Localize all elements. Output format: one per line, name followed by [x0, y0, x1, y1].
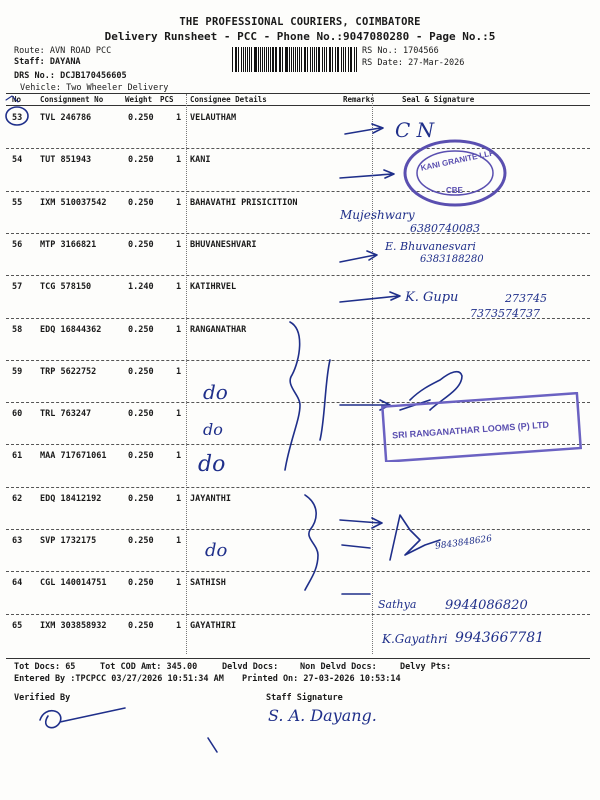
row-number: 65 [12, 620, 23, 631]
arrow-mark [340, 170, 394, 178]
consignment-number: CGL 140014751 [40, 578, 107, 589]
consignee-name: KANI [190, 155, 211, 166]
col-consignment: Consignment No [40, 95, 104, 104]
arrow-mark [340, 518, 382, 528]
non-delvd-label: Non Delvd Docs: [300, 662, 377, 672]
hand-r53: C N [395, 118, 435, 142]
col-seal: Seal & Signature [402, 95, 475, 104]
weight-value: 0.250 [128, 155, 154, 166]
tot-cod: 345.00 [166, 662, 198, 672]
row-number: 53 [12, 113, 23, 123]
col-no: No [12, 95, 22, 104]
weight-value: 0.250 [128, 536, 154, 546]
company-title: THE PROFESSIONAL COURIERS, COIMBATORE [179, 16, 421, 28]
col-remarks: Remarks [343, 95, 375, 104]
hand-r60: do [203, 420, 223, 439]
weight-value: 1.240 [128, 282, 154, 293]
delvd-label: Delvd Docs: [222, 662, 279, 672]
row-number: 61 [12, 451, 23, 462]
kani-stamp-city: CBE [446, 186, 463, 195]
weight-value: 0.250 [128, 578, 154, 589]
consignee-name: JAYANTHI [190, 493, 231, 504]
entered-line: Entered By :TPCPCC 03/27/2026 10:51:34 AM [14, 674, 224, 684]
circle-mark [6, 107, 28, 125]
pcs-value: 1 [176, 451, 182, 462]
consignment-number: IXM 510037542 [40, 197, 107, 208]
pcs-value: 1 [176, 409, 182, 420]
drs-value: DCJB170456605 [60, 71, 127, 81]
weight-value: 0.250 [128, 197, 154, 208]
signature-mark [390, 515, 440, 560]
consignment-number: MAA 717671061 [40, 451, 107, 462]
arrow-mark [340, 251, 377, 262]
tot-cod-line: Tot COD Amt: 345.00 [100, 662, 198, 672]
pcs-value: 1 [176, 113, 182, 123]
col-weight: Weight [125, 95, 153, 104]
consignment-number: TRP 5622752 [40, 366, 97, 377]
row-number: 58 [12, 324, 23, 335]
hand-r63-phone: 9843848626 [434, 534, 493, 552]
weight-value: 0.250 [128, 409, 154, 420]
row-number: 57 [12, 282, 23, 293]
row-number: 62 [12, 493, 23, 504]
rs-date-line: RS Date: 27-Mar-2026 [362, 58, 465, 68]
brace-mark [285, 322, 300, 470]
consignee-name: BAHAVATHI PRISICITION [190, 197, 298, 208]
hand-r63: do [205, 540, 228, 561]
verified-signature [40, 708, 125, 728]
staff-line: Staff: DAYANA [14, 57, 81, 67]
pcs-value: 1 [176, 239, 182, 250]
hand-r56: E. Bhuvanesvari [385, 240, 476, 253]
consignment-number: SVP 1732175 [40, 536, 97, 546]
consignment-number: IXM 303858932 [40, 620, 107, 631]
hand-r65-sign: K.Gayathri [382, 632, 448, 646]
row-number: 56 [12, 239, 23, 250]
consignment-number: TUT 851943 [40, 155, 92, 166]
vehicle-line: Vehicle: Two Wheeler Delivery [20, 83, 169, 93]
printed-on: 27-03-2026 10:53:14 [303, 674, 401, 684]
pcs-value: 1 [176, 366, 182, 377]
brace-mark [305, 495, 318, 590]
consignment-number: EDQ 16844362 [40, 324, 102, 335]
pcs-value: 1 [176, 155, 182, 166]
hand-r55: Mujeshwary [340, 208, 415, 222]
staff-value: DAYANA [49, 57, 81, 67]
row-number: 54 [12, 155, 23, 166]
consignment-number: TCG 578150 [40, 282, 92, 293]
drs-line: DRS No.: DCJB170456605 [14, 71, 127, 81]
consignee-name: GAYATHIRI [190, 620, 237, 631]
rs-no-line: RS No.: 1704566 [362, 46, 439, 56]
tot-docs: 65 [65, 662, 76, 672]
weight-value: 0.250 [128, 366, 154, 377]
hand-r57-sign: K. Gupu [405, 290, 459, 305]
rs-no-value: 1704566 [402, 46, 439, 56]
brace-mark [320, 360, 330, 440]
check-mark [6, 96, 18, 102]
hand-r57-num2: 7373574737 [470, 307, 540, 320]
consignee-name: SATHISH [190, 578, 226, 589]
weight-value: 0.250 [128, 324, 154, 335]
row-number: 55 [12, 197, 23, 208]
arrow-mark [342, 545, 370, 548]
entered-by: TPCPCC 03/27/2026 10:51:34 AM [75, 674, 224, 684]
consignee-name: BHUVANESHVARI [190, 239, 257, 250]
pcs-value: 1 [176, 324, 182, 335]
vehicle-value: Two Wheeler Delivery [66, 83, 169, 93]
col-pcs: PCS [160, 95, 174, 104]
hand-r59: do [203, 380, 228, 404]
hand-r64-sign: Sathya [378, 598, 417, 611]
consignee-name: RANGANATHAR [190, 324, 247, 335]
consignment-number: EDQ 18412192 [40, 493, 102, 504]
runsheet-subtitle: Delivery Runsheet - PCC - Phone No.:9047080280 - Page No.:5 [104, 30, 496, 43]
hand-r64-phone: 9944086820 [445, 598, 528, 613]
ranganathar-stamp-text: SRI RANGANATHAR LOOMS (P) LTD [391, 419, 550, 441]
row-number: 60 [12, 409, 23, 420]
pcs-value: 1 [176, 536, 182, 546]
arrow-mark [345, 124, 383, 134]
pen-mark [208, 738, 217, 752]
pcs-value: 1 [176, 197, 182, 208]
route-line: Route: AVN ROAD PCC [14, 46, 112, 56]
hand-r57-num1: 273745 [505, 292, 547, 305]
pcs-value: 1 [176, 493, 182, 504]
weight-value: 0.250 [128, 620, 154, 631]
col-consignee: Consignee Details [190, 95, 267, 104]
pcs-value: 1 [176, 578, 182, 589]
weight-value: 0.250 [128, 113, 154, 123]
printed-line: Printed On: 27-03-2026 10:53:14 [242, 674, 401, 684]
route-value: AVN ROAD PCC [49, 46, 112, 56]
weight-value: 0.250 [128, 493, 154, 504]
staff-signature-label: Staff Signature [266, 693, 343, 703]
consignment-number: MTP 3166821 [40, 239, 97, 250]
rs-date-value: 27-Mar-2026 [408, 58, 465, 68]
hand-r65-phone: 9943667781 [455, 630, 545, 646]
delvy-pts-label: Delvy Pts: [400, 662, 452, 672]
weight-value: 0.250 [128, 451, 154, 462]
table-bottom-border [6, 658, 590, 659]
pcs-value: 1 [176, 620, 182, 631]
staff-signature-hand: S. A. Dayang. [268, 706, 377, 725]
row-number: 59 [12, 366, 23, 377]
consignee-name: KATIHRVEL [190, 282, 237, 293]
hand-r56-phone: 6383188280 [420, 254, 484, 265]
pcs-value: 1 [176, 282, 182, 293]
kani-stamp-text: KANI GRANITE LLP [419, 148, 496, 173]
row-number: 63 [12, 536, 23, 546]
verified-by-label: Verified By [14, 693, 71, 703]
hand-r61: do [198, 452, 226, 477]
consignee-name: VELAUTHAM [190, 113, 237, 123]
totals-line: Tot Docs: 65 [14, 662, 76, 672]
consignment-number: TVL 246786 [40, 113, 92, 123]
hand-r55-phone: 6380740083 [410, 222, 480, 235]
weight-value: 0.250 [128, 239, 154, 250]
arrow-mark [340, 292, 400, 302]
consignment-number: TRL 763247 [40, 409, 92, 420]
row-number: 64 [12, 578, 23, 589]
